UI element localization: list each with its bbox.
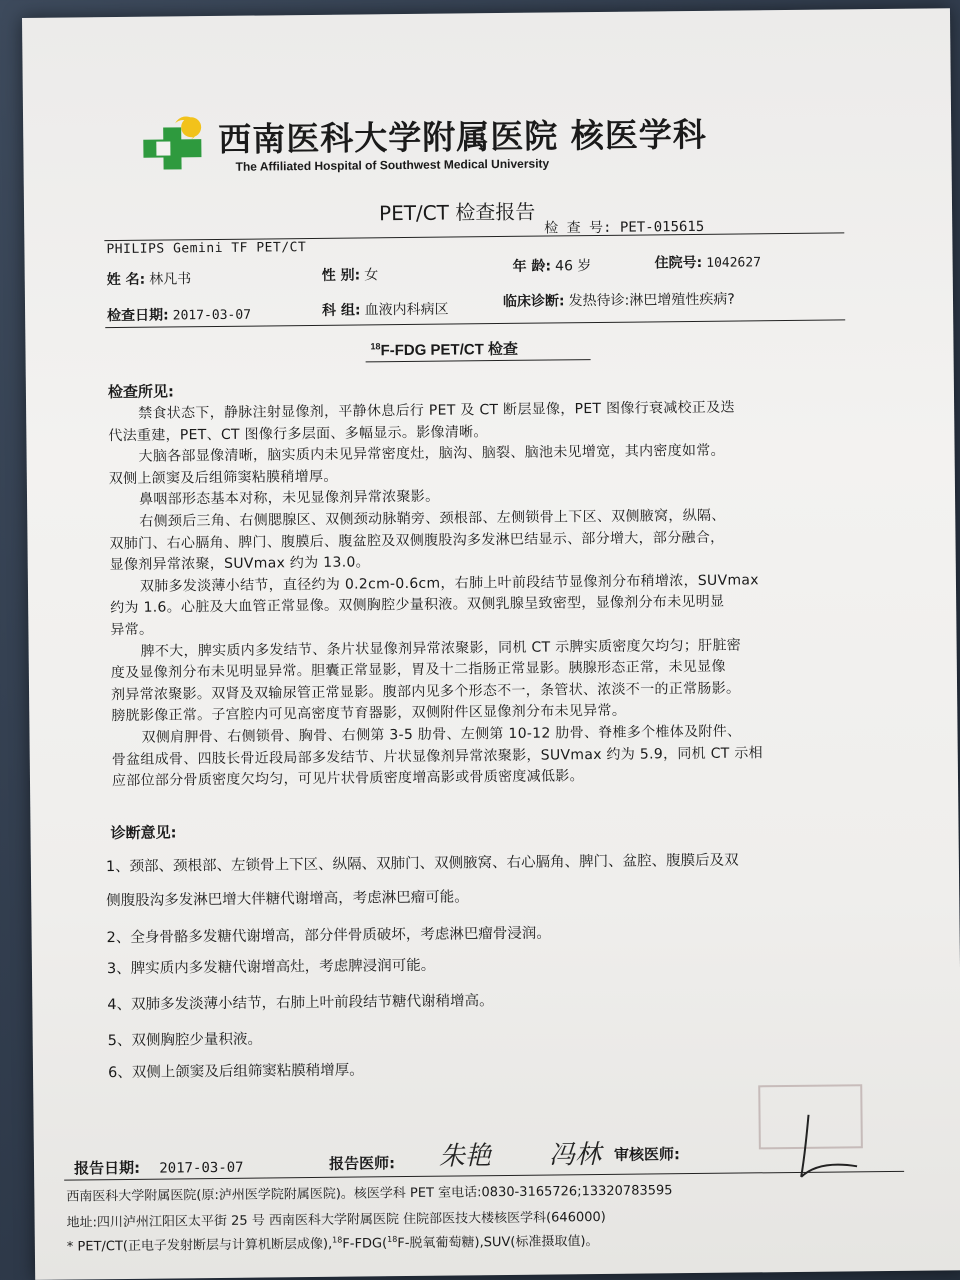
findings-line: 剂异常浓聚影。双肾及双输尿管正常显影。腹部内见多个形态不一，条管状、浓淡不一的正常肠影。 [111,680,741,703]
exam-date-value: 2017-03-07 [172,307,252,324]
reviewer-signature: 冯林 [548,1140,602,1171]
findings-line: 应部位部分骨质密度欠均匀，可见片状骨质密度增高影或骨质密度减低影。 [111,768,584,790]
inpatient-number [654,251,761,272]
reporter-signature: 朱艳 [438,1141,492,1172]
hospital-name-en: The Affiliated Hospital of Southwest Medical University [235,156,550,174]
diagnosis-line: 3、脾实质内多发糖代谢增高灶，考虑脾浸润可能。 [106,957,436,978]
age-value: 46 岁 [555,258,592,275]
findings-line: 禁食状态下，静脉注射显像剂，平静休息后行 PET 及 CT 断层显像，PET 图像行衰减校正及迭 [138,399,735,422]
patient-name [107,268,192,289]
findings-line: 双侧上颌窦及后组筛窦粘膜稍增厚。 [108,468,338,487]
glossary-c: F-脱氧葡萄糖),SUV(标准摄取值)。 [397,1234,599,1252]
findings-line: 度及显像剂分布未见明显异常。胆囊正常显影，胃及十二指肠正常显影。胰腺形态正常，未见显像 [110,658,726,682]
diagnosis-line: 5、双侧胸腔少量积液。 [107,1031,263,1050]
name-value: 林凡书 [149,271,192,288]
exam-title-text: F-FDG PET/CT 检查 [380,340,519,360]
hospital-logo-icon [123,111,224,182]
report-paper [22,8,960,1280]
department [322,299,449,320]
findings-line: 双侧肩胛骨、右侧锁骨、胸骨、右侧第 3-5 肋骨、左侧第 10-12 肋骨、脊椎多个椎体及附件、 [141,723,742,746]
glossary-sup2: 18 [387,1234,398,1244]
exam-sup: 18 [370,341,381,352]
report-date [74,1156,244,1179]
diagnosis-line: 侧腹股沟多发淋巴增大伴糖代谢增高，考虑淋巴瘤可能。 [106,889,469,910]
inpatient-label: 住院号: [654,254,703,272]
glossary-sup1: 18 [332,1235,343,1245]
findings-line: 代法重建，PET、CT 图像行多层面、多幅显示。影像清晰。 [108,423,488,444]
findings-line: 异常。 [110,621,154,639]
diagnosis-line: 6、双侧上颌窦及后组筛窦粘膜稍增厚。 [107,1062,364,1082]
equipment: PHILIPS Gemini TF PET/CT [106,240,307,258]
name-label: 姓 名: [106,271,146,289]
reporter-label: 报告医师: [328,1154,396,1173]
findings-line: 约为 1.6。心脏及大血管正常显像。双侧胸腔少量积液。双侧乳腺呈致密型，显像剂分布未见明显 [110,594,725,617]
exam-type-title [370,338,518,361]
inpatient-value: 1042627 [706,255,762,271]
report-date-label: 报告日期: [73,1158,141,1178]
findings-line: 双肺门、右心膈角、脾门、腹膜后、腹盆腔及双侧腹股沟多发淋巴结显示、部分增大，部分融合， [109,529,725,552]
exam-date-label: 检查日期: [107,307,169,325]
patient-age [513,255,592,276]
findings-line: 大脑各部显像清晰，脑实质内未见异常密度灶，脑沟、脑裂、脑池未见增宽，其内密度如常。 [138,442,725,465]
footer-address: 地址:四川泸州江阳区太平街 25 号 西南医科大学附属医院 住院部医技大楼核医学科(646000) [66,1209,606,1231]
age-label: 年 龄: [512,258,552,275]
dept-value: 血液内科病区 [364,301,449,319]
findings-line: 双肺多发淡薄小结节，直径约为 0.2cm-0.6cm，右肺上叶前段结节显像剂分布稍增浓，SUVmax [139,572,759,595]
dept-label: 科 组: [321,302,361,319]
findings-line: 骨盆组成骨、四肢长骨近段局部多发结节、片状显像剂异常浓聚影，SUVmax 约为 5.9，同机 CT 示相 [111,744,764,768]
diagnosis-line: 4、双肺多发淡薄小结节，右肺上叶前段结节糖代谢稍增高。 [107,993,494,1014]
findings-line: 脾不大，脾实质内多发结节、条片状显像剂异常浓聚影，同机 CT 示脾实质密度欠均匀；肝脏密 [140,637,742,660]
findings-line: 显像剂异常浓聚，SUVmax 约为 13.0。 [109,554,370,574]
findings-line: 膀胱影像正常。子宫腔内可见高密度节育器影，双侧附件区显像剂分布未见异常。 [111,703,627,725]
diagnosis-value: 发热待诊:淋巴增殖性疾病? [568,291,735,310]
diagnosis-heading: 诊断意见: [110,823,177,843]
findings-line: 鼻咽部形态基本对称，未见显像剂异常浓聚影。 [138,489,440,509]
glossary-a: * PET/CT(正电子发射断层与计算机断层成像), [66,1236,333,1255]
patient-sex [322,264,379,285]
findings-line: 右侧颈后三角、右侧腮腺区、双侧颈动脉鞘旁、颈根部、左侧锁骨上下区、双侧腋窝，纵隔、 [139,507,726,530]
hospital-name-cn: 西南医科大学附属医院 核医学科 [218,114,707,159]
report-date-value: 2017-03-07 [159,1159,244,1177]
findings-heading: 检查所见: [107,382,175,402]
reviewer-label: 审核医师: [613,1145,681,1164]
exam-date [107,304,251,326]
footer-phone: 西南医科大学附属医院(原:泸州医学院附属医院)。核医学科 PET 室电话:0830-3165726;13320783595 [66,1183,673,1205]
diagnosis-line: 2、全身骨骼多发糖代谢增高，部分伴骨质破坏，考虑淋巴瘤骨浸润。 [106,925,551,947]
footer-glossary [67,1230,599,1255]
diagnosis-label: 临床诊断: [502,293,565,310]
glossary-b: F-FDG( [342,1236,388,1252]
report-title: PET/CT 检查报告 [378,199,536,226]
divider [104,232,844,241]
sex-label: 性 别: [321,267,361,284]
diagnosis-line: 1、颈部、颈根部、左锁骨上下区、纵隔、双肺门、双侧腋窝、右心膈角、脾门、盆腔、腹膜后及双 [105,852,739,876]
clinical-diagnosis [503,289,735,311]
sex-value: 女 [364,267,379,284]
exam-no-label: 检 查 号: [544,219,612,237]
exam-no-value: PET-015615 [619,218,705,236]
